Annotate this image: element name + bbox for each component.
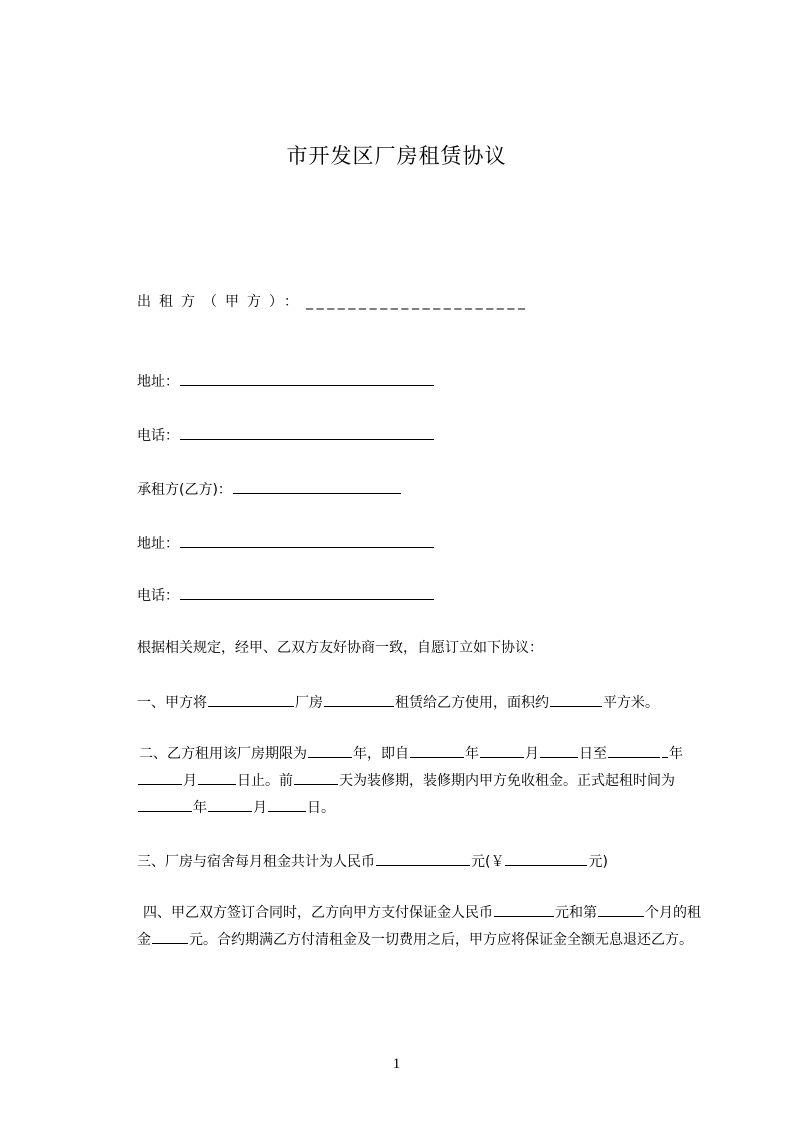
clause-2-text: 年 bbox=[669, 746, 683, 762]
lessor-label: 出租方（甲方）： bbox=[137, 294, 306, 310]
clause-1-blank-factory bbox=[324, 692, 394, 707]
lessor-blank: _____________________ bbox=[306, 294, 529, 310]
lessee-phone-label: 电话： bbox=[137, 588, 179, 604]
clause-1-text: 一、甲方将 bbox=[137, 695, 207, 711]
clause-2-blank bbox=[208, 797, 252, 812]
lessee-line bbox=[137, 479, 402, 500]
clause-1-blank-location bbox=[208, 692, 294, 707]
clause-2-text: 天为装修期，装修期内甲方免收租金。正式起租时间为 bbox=[339, 773, 675, 789]
clause-2-text: 日止。前 bbox=[237, 773, 293, 789]
clause-2-blank bbox=[308, 743, 352, 758]
clause-1-text: 厂房 bbox=[295, 695, 323, 711]
intro-paragraph: 根据相关规定，经甲、乙双方友好协商一致，自愿订立如下协议： bbox=[137, 640, 543, 656]
lessor-address-blank bbox=[180, 371, 434, 386]
clause-4-text: 元。合约期满乙方付清租金及一切费用之后，甲方应将保证金全额无息退还乙方。 bbox=[189, 932, 693, 948]
clause-4-blank-months bbox=[598, 902, 644, 917]
clause-2-text: 月 bbox=[253, 800, 267, 816]
clause-4-text: 个月的租金 bbox=[137, 905, 701, 948]
clause-2-blank bbox=[540, 743, 578, 758]
lessee-address-line bbox=[137, 533, 435, 554]
lessee-phone-line bbox=[137, 585, 435, 606]
lessee-label: 承租方(乙方)： bbox=[137, 482, 232, 498]
clause-1-text: 平方米。 bbox=[603, 695, 659, 711]
clause-2-blank bbox=[138, 797, 192, 812]
clause-2-text: 年 bbox=[193, 800, 207, 816]
clause-1 bbox=[137, 692, 659, 713]
clause-2-text: 年 bbox=[465, 746, 479, 762]
clause-2-text: 日至 bbox=[579, 746, 607, 762]
lessor-address-line bbox=[137, 371, 435, 392]
clause-2-text: 年，即自 bbox=[353, 746, 409, 762]
clause-2-blank bbox=[268, 797, 306, 812]
lessor-address-label: 地址： bbox=[137, 374, 179, 390]
clause-2-blank bbox=[662, 743, 668, 758]
clause-3-text: 元) bbox=[588, 854, 608, 870]
clause-2 bbox=[137, 741, 705, 822]
clause-3-blank-amount-figures bbox=[505, 851, 587, 866]
clause-2-blank bbox=[198, 770, 236, 785]
clause-4 bbox=[137, 900, 705, 954]
lessor-line bbox=[137, 292, 529, 312]
clause-4-text: 四、甲乙双方签订合同时，乙方向甲方支付保证金人民币 bbox=[143, 905, 493, 921]
clause-3 bbox=[137, 851, 608, 872]
clause-1-blank-area bbox=[550, 692, 602, 707]
lessor-phone-line bbox=[137, 425, 435, 446]
lessee-address-blank bbox=[180, 533, 434, 548]
clause-2-text: 二、乙方租用该厂房期限为 bbox=[139, 746, 307, 762]
clause-2-blank bbox=[410, 743, 464, 758]
lessor-phone-blank bbox=[180, 425, 434, 440]
clause-2-text: 日。 bbox=[307, 800, 335, 816]
clause-2-blank bbox=[480, 743, 524, 758]
clause-3-blank-amount bbox=[376, 851, 470, 866]
lessee-address-label: 地址： bbox=[137, 536, 179, 552]
lessee-phone-blank bbox=[180, 585, 434, 600]
clause-2-blank bbox=[608, 743, 660, 758]
clause-4-blank-deposit bbox=[494, 902, 554, 917]
document-title: 市开发区厂房租赁协议 bbox=[286, 144, 507, 168]
clause-1-text: 租赁给乙方使用，面积约 bbox=[395, 695, 549, 711]
clause-2-text: 月 bbox=[183, 773, 197, 789]
clause-3-text: 元(￥ bbox=[471, 854, 505, 870]
clause-4-blank-rent bbox=[152, 929, 188, 944]
page-number: 1 bbox=[392, 1056, 401, 1072]
clause-3-text: 三、厂房与宿舍每月租金共计为人民币 bbox=[137, 854, 375, 870]
lessor-phone-label: 电话： bbox=[137, 428, 179, 444]
clause-4-text: 元和第 bbox=[555, 905, 597, 921]
clause-2-blank bbox=[294, 770, 338, 785]
clause-2-text: 月 bbox=[525, 746, 539, 762]
lessee-blank bbox=[233, 479, 401, 494]
clause-2-blank bbox=[138, 770, 182, 785]
